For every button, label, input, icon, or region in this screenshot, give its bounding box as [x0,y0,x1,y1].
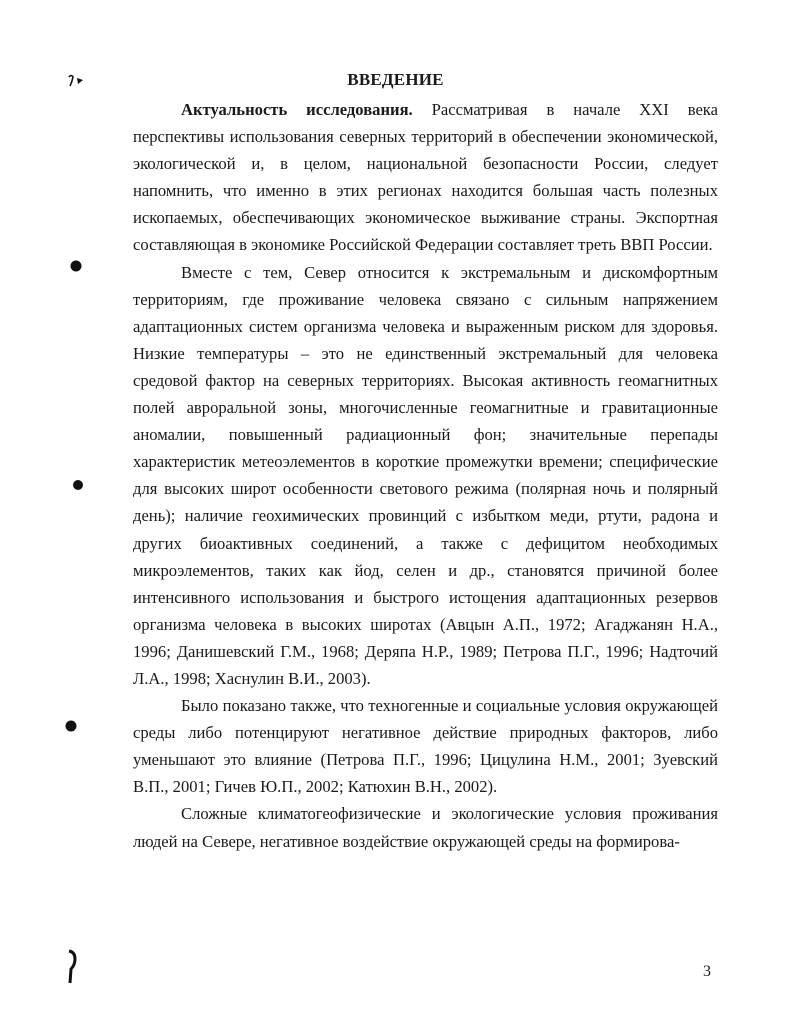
paragraph-4: Сложные климатогеофизические и экологические условия проживания людей на Севере, негативное воздействие окружающей среды на формирова- [133,804,718,851]
paragraph-1-text: Рассматривая в начале XXI века перспективы использования северных территорий в обеспечении экономической, экологической и, в целом, национальной безопасности России, следует напомнить, что именно в этих регионах находится большая часть полезных ископаемых, обеспечивающих экономическое выживание страны. Экспортная составляющая в экономике Российской Федерации составляет треть ВВП России. [133,100,718,255]
margin-mark-bottom [64,948,80,986]
paragraph-2: Вместе с тем, Север относится к экстремальным и дискомфортным территориям, где проживание человека связано с сильным напряжением адаптационных систем организма человека и выраженным риском для здоровья. Низкие температуры – это не единственный экстремальный для человека средовой фактор на северных территориях. Высокая активность геомагнитных полей авроральной зоны, многочисленные геомагнитные и гравитационные аномалии, повышенный радиационный фон; значительные перепады характеристик метеоэлементов в короткие промежутки времени; специфические для высоких широт особенности светового режима (полярная ночь и полярный день); наличие геохимических провинций с избытком меди, ртути, радона и других биоактивных соединений, а также с дефицитом необходимых микроэлементов, таких как йод, селен и др., становятся причиной более интенсивного использования и быстрого истощения адаптационных резервов организма человека в высоких широтах (Авцын А.П., 1972; Агаджанян Н.А., 1996; Данишевский Г.М., 1968; Деряпа Н.Р., 1989; Петрова П.Г., 1996; Надточий Л.А., 1998; Хаснулин В.И., 2003). [133,262,718,688]
margin-mark-punch-3 [63,718,79,734]
paragraph-3: Было показано также, что техногенные и социальные условия окружающей среды либо потенцируют негативное действие природных факторов, либо уменьшают это влияние (Петрова П.Г., 1996; Цицулина Н.М., 2001; Зуевский В.П., 2001; Гичев Ю.П., 2002; Катюхин В.Н., 2002). [133,696,718,797]
margin-mark-punch-1 [68,258,84,274]
margin-mark-punch-2 [70,477,86,493]
section-title: ВВЕДЕНИЕ [347,70,444,89]
paragraph-1-lead: Актуальность исследования. [181,100,413,119]
body-text [133,96,718,855]
paragraph-1 [133,96,718,259]
page-number: 3 [703,963,711,980]
